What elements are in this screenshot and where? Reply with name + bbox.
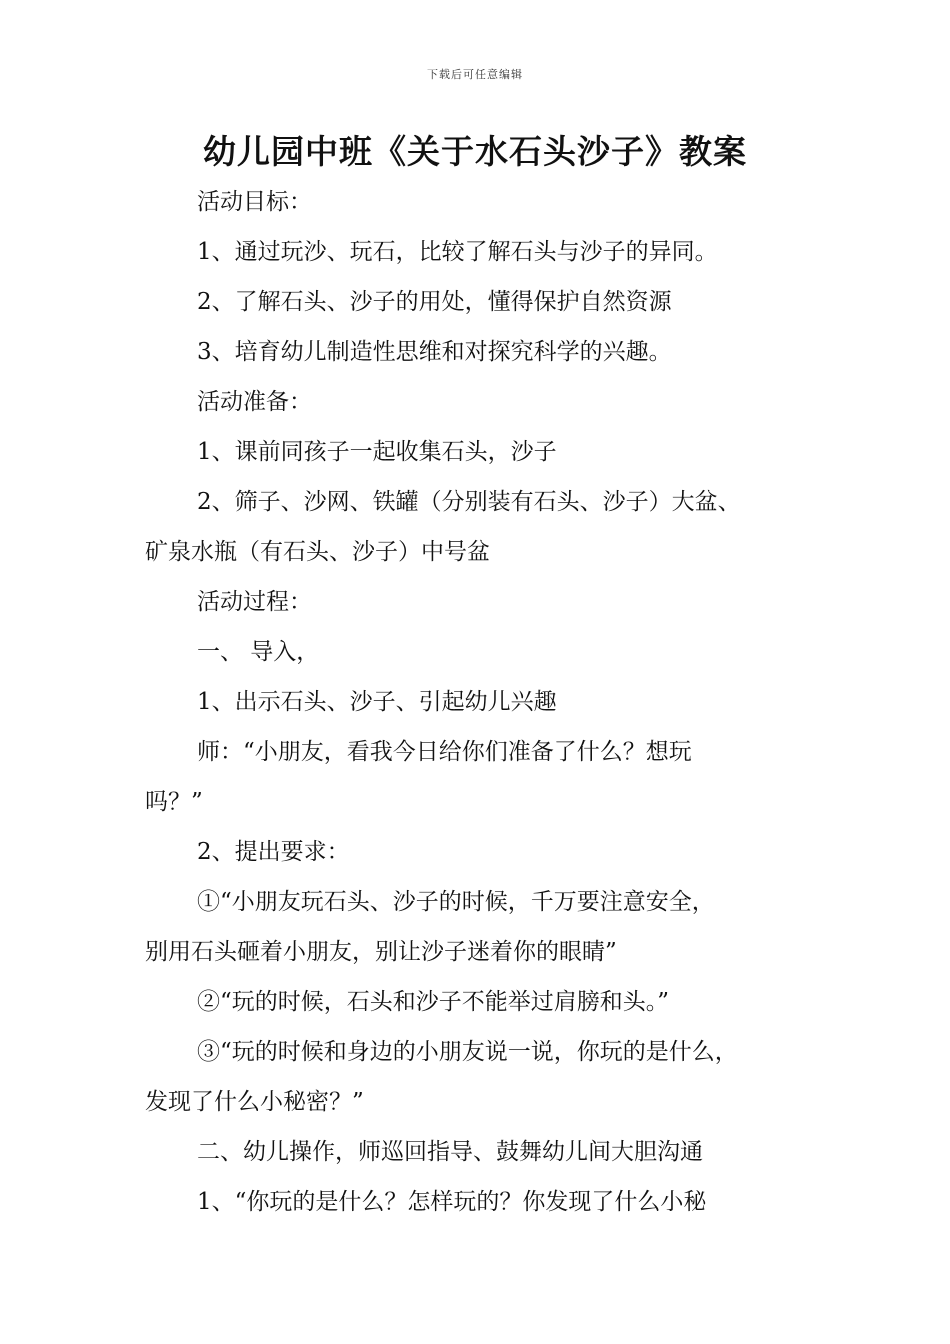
requirement-1: ①“小朋友玩石头、沙子的时候，千万要注意安全， [197,889,715,915]
section-heading-preparation: 活动准备： [197,389,312,415]
objective-item-3: 3、培育幼儿制造性思维和对探究科学的兴趣。 [197,339,672,365]
objective-item-2: 2、了解石头、沙子的用处，懂得保护自然资源 [197,289,672,315]
section-heading-objectives: 活动目标： [197,189,312,215]
requirement-3: ③“玩的时候和身边的小朋友说一说，你玩的是什么， [197,1039,738,1065]
document-title: 幼儿园中班《关于水石头沙子》教案 [203,132,747,171]
process-step-1-heading: 一、 导入， [197,639,320,665]
requirement-1-continued: 别用石头砸着小朋友，别让沙子迷着你的眼睛” [145,939,617,965]
process-step-2-heading: 二、幼儿操作，师巡回指导、鼓舞幼儿间大胆沟通 [197,1139,703,1165]
requirement-3-continued: 发现了什么小秘密？” [145,1089,364,1115]
preparation-item-2-continued: 矿泉水瓶（有石头、沙子）中号盆 [145,539,490,565]
preparation-item-1: 1、课前同孩子一起收集石头，沙子 [197,439,557,465]
teacher-quote: 师：“小朋友，看我今日给你们准备了什么？想玩 [197,739,692,765]
page-header-note: 下载后可任意编辑 [427,68,523,81]
process-step-2-item-1: 1、“你玩的是什么？怎样玩的？你发现了什么小秘 [197,1189,707,1215]
preparation-item-2: 2、筛子、沙网、铁罐（分别装有石头、沙子）大盆、 [197,489,741,515]
process-step-1-item-1: 1、出示石头、沙子、引起幼儿兴趣 [197,689,557,715]
document-body [145,177,825,1227]
process-step-1-item-2: 2、提出要求： [197,839,350,865]
teacher-quote-continued: 吗？” [145,789,203,815]
objective-item-1: 1、通过玩沙、玩石，比较了解石头与沙子的异同。 [197,239,718,265]
requirement-2: ②“玩的时候，石头和沙子不能举过肩膀和头。” [197,989,670,1015]
section-heading-process: 活动过程： [197,589,312,615]
